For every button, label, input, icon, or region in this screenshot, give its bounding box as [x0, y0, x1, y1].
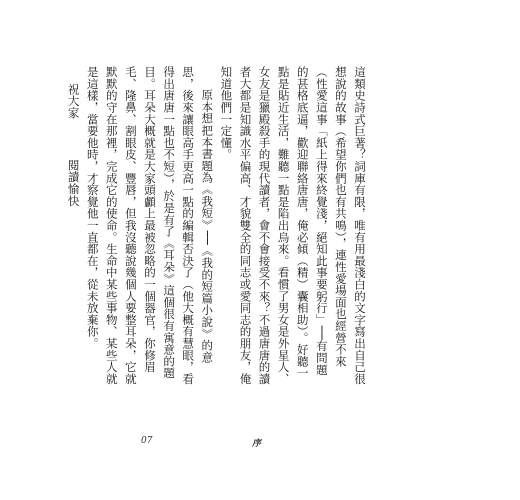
section-label: 序 — [252, 439, 262, 449]
closing — [64, 66, 83, 386]
page-number: 07 — [141, 436, 153, 446]
paragraph-2: 原本想把本書題為《我短》──《我的短篇小說》的意思，後來讓眼高手更高一點的編輯否決了（他大概有慧眼，看得出唐唐一點也不短），於是有了《耳朵》這個很有寓意的題目。耳朵大概就是大家頭顱上最被忽略的一個器官，你修眉毛、隆鼻、割眼皮、豐唇，但我沒聽說幾個人要整耳朵，它就默默的守在那裡，完成它的使命。生命中某些事物、某些人就是這樣，當要他時，才察覺他一直都在，從未放棄你。 — [85, 66, 215, 385]
page-footer — [0, 436, 520, 452]
preface-text — [66, 66, 369, 386]
closing-greeting: 祝大家 — [66, 83, 81, 119]
paragraph-1: 這類史詩式巨著？詞庫有限，唯有用最淺白的文字寫出自己很想說的故事（希望你們也有共鳴），連性愛場面也經營不來（性愛這事「紙上得來終覺淺，絕知此事要躬行」──有問題的甚格底逼，歡迎聯絡唐唐，俺必傾（精）囊相助）。好聽一點是貼近生活，難聽一點是陷出烏來。看慣了男女是外星人、女友是獵殿殺手的現代讀者，會不會接受不來？不過唐唐的讀者大都是知識水平偏高、才貌雙全的同志或愛同志的朋友，俺知道他們一定懂。 — [219, 66, 367, 385]
closing-wish: 閱讀愉快 — [66, 158, 81, 207]
